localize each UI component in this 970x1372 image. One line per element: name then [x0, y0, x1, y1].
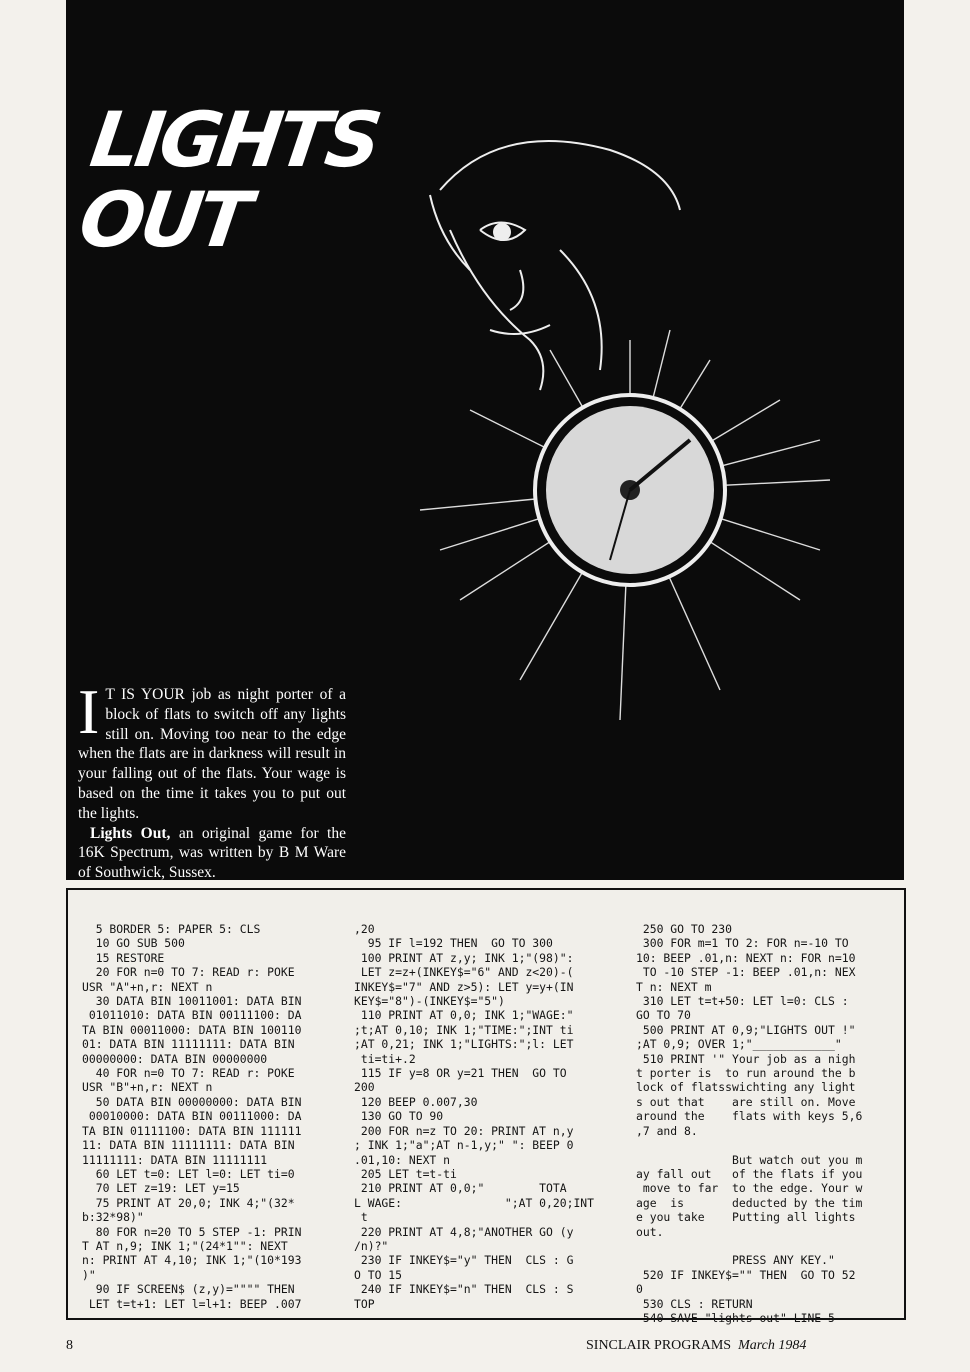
listing-line: t porter is to run around the b — [636, 1066, 856, 1081]
listing-line: 300 FOR m=1 TO 2: FOR n=-10 TO — [636, 936, 849, 951]
listing-line: ; INK 1;"a";AT n-1,y;" ": BEEP 0 — [354, 1138, 574, 1153]
article-title — [74, 95, 397, 264]
listing-line: 11111111: DATA BIN 11111111 — [82, 1152, 268, 1167]
intro-paragraph-2 — [78, 824, 346, 883]
night-porter-illustration — [380, 40, 880, 760]
listing-line: 00000000: DATA BIN 00000000 — [82, 1051, 268, 1066]
listing-line: USR "A"+n,r: NEXT n — [82, 979, 213, 994]
pocket-watch — [535, 395, 725, 585]
listing-line: 70 LET z=19: LET y=15 — [82, 1181, 240, 1196]
listing-line: ;AT 0,9; OVER 1;"____________" — [636, 1037, 842, 1052]
listing-line: 200 — [354, 1080, 375, 1095]
listing-line: 0 — [636, 1282, 643, 1297]
listing-line: ay fall out of the flats if you — [636, 1166, 863, 1181]
credits-text: an original game for the 16K Spectrum, was written by B M Ware of Southwick, Sussex. — [78, 824, 346, 882]
listing-line: 00010000: DATA BIN 00111000: DA — [82, 1109, 302, 1124]
listing-line: L WAGE: ";AT 0,20;INT — [354, 1195, 595, 1210]
listing-line: 15 RESTORE — [82, 950, 165, 965]
listing-line: t — [354, 1210, 368, 1225]
listing-line: 5 BORDER 5: PAPER 5: CLS — [82, 922, 261, 936]
intro-text: T IS YOUR job as night porter of a block of flats to switch off any lights still on. Moving too near to the edge when the flats are in darkness will result in your falling out of the flats. Your wage is based on the time it takes you to put out the lights. — [78, 686, 346, 822]
listing-line: 90 IF SCREEN$ (z,y)="""" THEN — [82, 1282, 295, 1297]
listing-line: 10 GO SUB 500 — [82, 936, 185, 951]
game-name: Lights Out, — [90, 824, 171, 842]
listing-line: ;AT 0,21; INK 1;"LIGHTS:";l: LET — [354, 1037, 574, 1052]
listing-line: But watch out you m — [636, 1152, 863, 1167]
listing-line: 220 PRINT AT 4,8;"ANOTHER GO (y — [354, 1224, 574, 1239]
listing-line: LET z=z+(INKEY$="6" AND z<20)-( — [354, 965, 574, 980]
publication-footer — [586, 1338, 806, 1354]
listing-line: 520 IF INKEY$="" THEN GO TO 52 — [636, 1267, 856, 1282]
listing-line: 10: BEEP .01,n: NEXT n: FOR n=10 — [636, 950, 856, 965]
listing-line: TA BIN 00011000: DATA BIN 100110 — [82, 1022, 302, 1037]
listing-line: 80 FOR n=20 TO 5 STEP -1: PRIN — [82, 1224, 302, 1239]
listing-line: 50 DATA BIN 00000000: DATA BIN — [82, 1094, 302, 1109]
listing-line: 230 IF INKEY$="y" THEN CLS : G — [354, 1253, 574, 1268]
listing-line: 20 FOR n=0 TO 7: READ r: POKE — [82, 965, 295, 980]
listing-line: 250 GO TO 230 — [636, 922, 733, 936]
listing-line: 205 LET t=t-ti — [354, 1166, 457, 1181]
listing-line: INKEY$="7" AND z>5): LET y=y+(IN — [354, 979, 574, 994]
listing-line: KEY$="8")-(INKEY$="5") — [354, 994, 505, 1009]
listing-line: T n: NEXT m — [636, 979, 712, 994]
listing-line: USR "B"+n,r: NEXT n — [82, 1080, 213, 1095]
listing-line: /n)?" — [354, 1238, 389, 1253]
listing-line: lock of flatsswichting any light — [636, 1080, 856, 1095]
listing-line: out. — [636, 1224, 664, 1239]
listing-line: O TO 15 — [354, 1267, 403, 1282]
listing-line: b:32*98)" — [82, 1210, 144, 1225]
listing-line: age is deducted by the tim — [636, 1195, 863, 1210]
listing-line: 115 IF y=8 OR y=21 THEN GO TO — [354, 1066, 567, 1081]
listing-line: 01: DATA BIN 11111111: DATA BIN — [82, 1037, 295, 1052]
listing-line: 01011010: DATA BIN 00111100: DA — [82, 1008, 302, 1023]
title-line-1: LIGHTS — [85, 95, 384, 184]
listing-line: 510 PRINT '" Your job as a nigh — [636, 1051, 856, 1066]
listing-line: PRESS ANY KEY." — [636, 1253, 835, 1268]
listing-line: ;t;AT 0,10; INK 1;"TIME:";INT ti — [354, 1022, 574, 1037]
listing-line: TA BIN 01111100: DATA BIN 111111 — [82, 1123, 302, 1138]
listing-line: GO TO 70 — [636, 1008, 691, 1023]
program-listing — [66, 888, 906, 1325]
listing-column-2 — [354, 922, 594, 1311]
listing-line: ti=ti+.2 — [354, 1051, 416, 1066]
listing-line: 500 PRINT AT 0,9;"LIGHTS OUT !" — [636, 1022, 856, 1037]
listing-line: )" — [82, 1267, 96, 1282]
listing-column-3 — [636, 922, 862, 1325]
listing-column-1 — [82, 922, 301, 1311]
drop-cap: I — [78, 676, 100, 747]
listing-line: 11: DATA BIN 11111111: DATA BIN — [82, 1138, 295, 1153]
listing-line: 95 IF l=192 THEN GO TO 300 — [354, 936, 553, 951]
listing-line: 530 CLS : RETURN — [636, 1296, 753, 1311]
listing-line — [636, 1138, 862, 1152]
intro-paragraph-1 — [78, 676, 346, 824]
listing-line: s out that are still on. Move — [636, 1094, 856, 1109]
listing-line — [636, 1239, 862, 1253]
listing-line: 120 BEEP 0.007,30 — [354, 1094, 478, 1109]
issue-date: March 1984 — [738, 1338, 807, 1353]
listing-line: TOP — [354, 1296, 375, 1311]
listing-line: 540 SAVE "lights out" LINE 5 — [636, 1310, 835, 1325]
listing-line: 310 LET t=t+50: LET l=0: CLS : — [636, 994, 849, 1009]
listing-line: 60 LET t=0: LET l=0: LET ti=0 — [82, 1166, 295, 1181]
listing-line: 210 PRINT AT 0,0;" TOTA — [354, 1181, 567, 1196]
listing-line: 30 DATA BIN 10011001: DATA BIN — [82, 994, 302, 1009]
title-line-2: OUT — [74, 175, 253, 264]
listing-line: 40 FOR n=0 TO 7: READ r: POKE — [82, 1066, 295, 1081]
listing-line: TO -10 STEP -1: BEEP .01,n: NEX — [636, 965, 856, 980]
listing-line: 100 PRINT AT z,y; INK 1;"(98)": — [354, 950, 574, 965]
article-intro — [78, 676, 346, 883]
listing-line: around the flats with keys 5,6 — [636, 1109, 863, 1124]
listing-line: 110 PRINT AT 0,0; INK 1;"WAGE:" — [354, 1008, 574, 1023]
listing-line: move to far to the edge. Your w — [636, 1181, 863, 1196]
listing-line: n: PRINT AT 4,10; INK 1;"(10*193 — [82, 1253, 302, 1268]
listing-line: .01,10: NEXT n — [354, 1152, 451, 1167]
listing-line: e you take Putting all lights — [636, 1210, 856, 1225]
listing-line: 130 GO TO 90 — [354, 1109, 444, 1124]
page-number: 8 — [66, 1338, 73, 1353]
listing-line: ,20 — [354, 922, 375, 936]
listing-line: ,7 and 8. — [636, 1123, 698, 1138]
listing-line: LET t=t+1: LET l=l+1: BEEP .007 — [82, 1296, 302, 1311]
listing-line: 200 FOR n=z TO 20: PRINT AT n,y — [354, 1123, 574, 1138]
listing-line: 75 PRINT AT 20,0; INK 4;"(32* — [82, 1195, 295, 1210]
listing-line: T AT n,9; INK 1;"(24*1"": NEXT — [82, 1238, 288, 1253]
publication-name: SINCLAIR PROGRAMS — [586, 1338, 732, 1353]
listing-line: 240 IF INKEY$="n" THEN CLS : S — [354, 1282, 574, 1297]
